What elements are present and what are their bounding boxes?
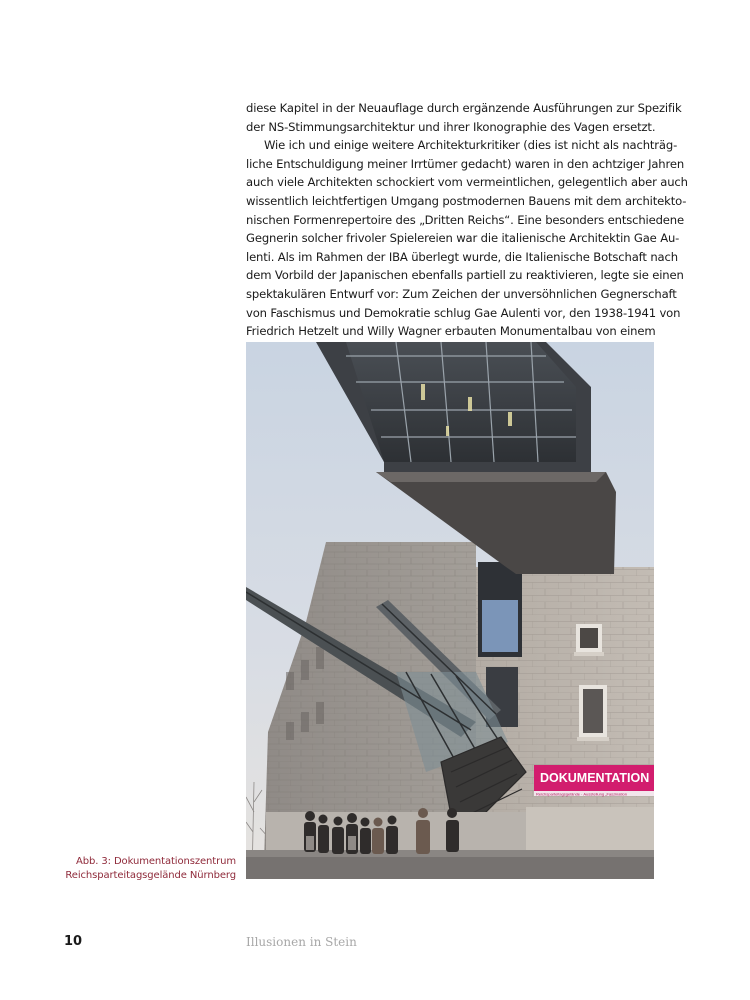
- body-text: [246, 99, 688, 341]
- page-number: 10: [64, 934, 83, 949]
- figure-photo: [246, 342, 654, 879]
- text-line: Gegnerin solcher frivoler Spielereien war die italienische Architektin Gae Au-: [246, 231, 680, 246]
- text-line: von Faschismus und Demokratie schlug Gae Aulenti vor, den 1938-1941 von: [246, 305, 681, 320]
- figure-caption: [60, 855, 236, 883]
- text-line: lenti. Als im Rahmen der IBA überlegt wurde, die Italienische Botschaft nach: [246, 249, 678, 264]
- sign-text: DOKUMENTATION: [540, 771, 650, 785]
- running-head: Illusionen in Stein: [246, 935, 357, 949]
- text-line: Friedrich Hetzelt und Willy Wagner erbauten Monumentalbau von einem: [246, 324, 656, 339]
- text-line: der NS-Stimmungsarchitektur und ihrer Ikonographie des Vagen ersetzt.: [246, 119, 656, 134]
- sign-subtext: Reichsparteitagsgelände · Ausstellung „Faszination: [536, 791, 627, 797]
- text-line: liche Entschuldigung meiner Irrtümer gedacht) waren in den achtziger Jahren: [246, 156, 685, 171]
- caption-line-1: Abb. 3: Dokumentationszentrum: [75, 856, 236, 867]
- caption-line-2: Reichsparteitagsgelände Nürnberg: [65, 870, 236, 881]
- text-line: spektakulären Entwurf vor: Zum Zeichen der unversöhnlichen Gegnerschaft: [246, 286, 677, 301]
- text-line: Wie ich und einige weitere Architekturkritiker (dies ist nicht als nachträg-: [264, 138, 678, 153]
- text-line: wissentlich leichtfertigen Umgang postmodernen Bauens mit dem architekto-: [246, 193, 687, 208]
- text-line: auch viele Architekten schockiert vom vermeintlichen, gelegentlich aber auch: [246, 175, 688, 190]
- text-line: diese Kapitel in der Neuauflage durch ergänzende Ausführungen zur Spezifik: [246, 101, 682, 115]
- text-line: nischen Formenrepertoire des „Dritten Reichs“. Eine besonders entschiedene: [246, 212, 684, 227]
- text-line: dem Vorbild der Japanischen ebenfalls partiell zu reaktivieren, legte sie einen: [246, 268, 684, 283]
